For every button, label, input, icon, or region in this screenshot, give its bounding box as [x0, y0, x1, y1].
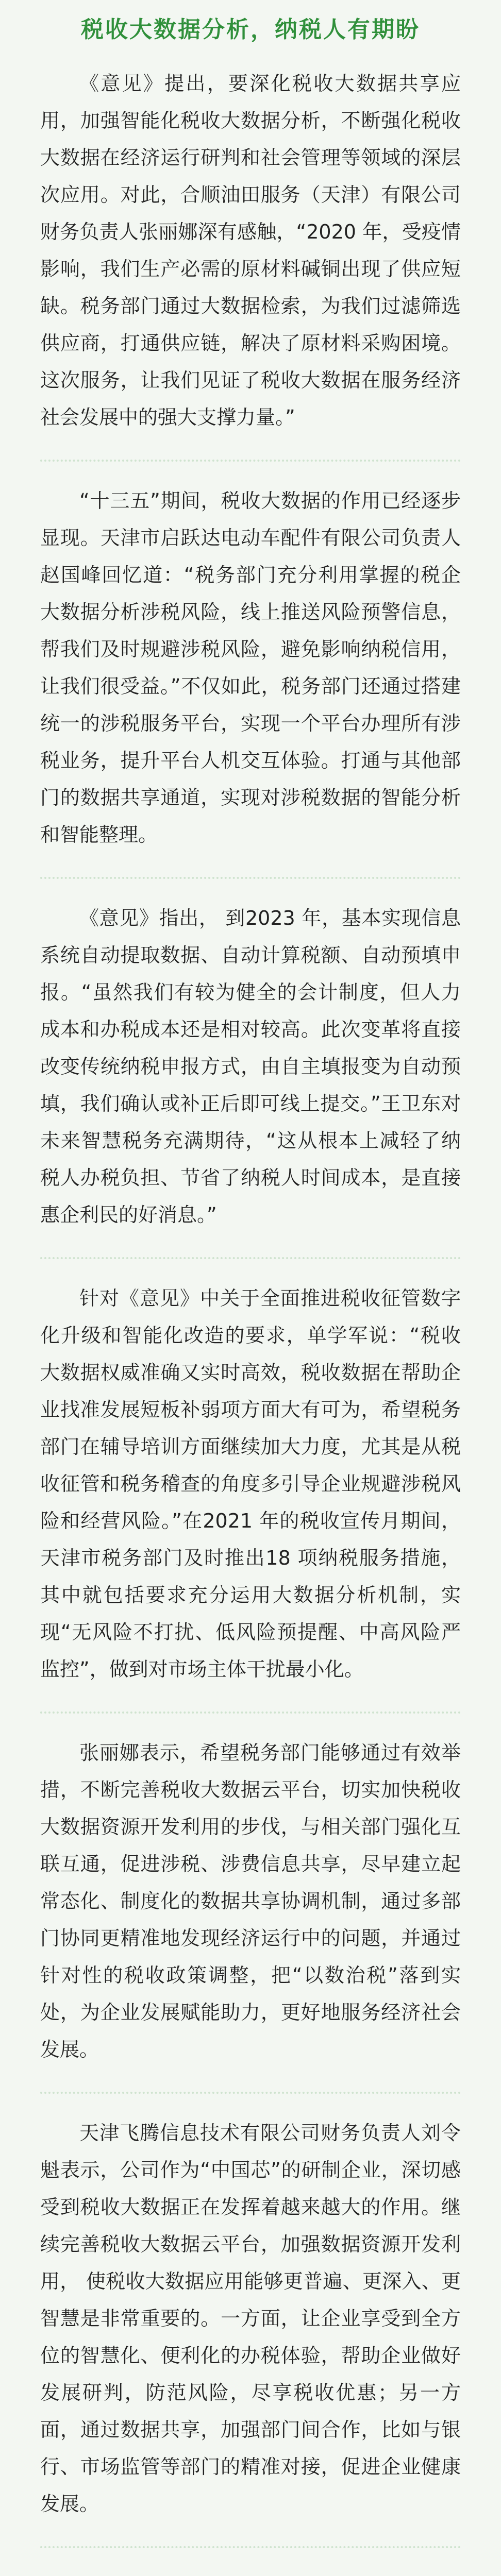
dotted-divider — [40, 2546, 461, 2548]
paragraph-section — [40, 2569, 461, 2576]
paragraph-section — [40, 1280, 461, 1714]
paragraph-section — [40, 2114, 461, 2548]
paragraph-section — [40, 1734, 461, 2094]
dotted-divider — [40, 460, 461, 462]
dotted-divider — [40, 1711, 461, 1714]
paragraph-section — [40, 65, 461, 462]
paragraph-section — [40, 900, 461, 1259]
paragraph: 张丽娜表示，希望税务部门能够通过有效举措，不断完善税收大数据云平台，切实加快税收大数据资源开发利用的步伐，与相关部门强化互联互通，促进涉税、涉费信息共享，尽早建立起常态化、制度化的数据共享协调机制，通过多部门协同更精准地发现经济运行中的问题，并通过针对性的税收政策调整，把“以数治税”落到实处，为企业发展赋能助力，更好地服务经济社会发展。 — [40, 1741, 461, 2061]
paragraph: 《意见》指出， 到2023 年，基本实现信息系统自动提取数据、自动计算税额、自动预填申报。“虽然我们有较为健全的会计制度，但人力成本和办税成本还是相对较高。此次变革将直接改变传统纳税申报方式，由自主填报变为自动预填，我们确认或补正后即可线上提交。”王卫东对未来智慧税务充满期待，“这从根本上减轻了纳税人办税负担、节省了纳税人时间成本，是直接惠企利民的好消息。” — [40, 907, 461, 1226]
paragraph: “十三五”期间，税收大数据的作用已经逐步显现。天津市启跃达电动车配件有限公司负责人赵国峰回忆道：“税务部门充分利用掌握的税企大数据分析涉税风险，线上推送风险预警信息，帮我们及时规避涉税风险，避免影响纳税信用，让我们很受益。”不仅如此，税务部门还通过搭建统一的涉税服务平台，实现一个平台办理所有涉税业务，提升平台人机交互体验。打通与其他部门的数据共享通道，实现对涉税数据的智能分析和智能整理。 — [40, 489, 461, 846]
paragraph — [40, 2569, 461, 2576]
article-body — [40, 55, 461, 2576]
paragraph: 天津飞腾信息技术有限公司财务负责人刘令魁表示，公司作为“中国芯”的研制企业，深切感受到税收大数据正在发挥着越来越大的作用。继续完善税收大数据云平台，加强数据资源开发利用， 使税收大数据应用能够更普遍、更深入、更智慧是非常重要的。一方面，让企业享受到全方位的智慧化、便利化的办税体验，帮助企业做好发展研判，防范风险，尽享税收优惠；另一方面，通过数据共享，加强部门间合作，比如与银行、市场监管等部门的精准对接，促进企业健康发展。 — [40, 2122, 461, 2515]
dotted-divider — [40, 877, 461, 879]
paragraph-section — [40, 482, 461, 879]
dotted-divider — [40, 1257, 461, 1259]
paragraph: 《意见》提出，要深化税收大数据共享应用，加强智能化税收大数据分析，不断强化税收大数据在经济运行研判和社会管理等领域的深层次应用。对此，合顺油田服务（天津）有限公司财务负责人张丽娜深有感触，“2020 年，受疫情影响，我们生产必需的原材料碱铜出现了供应短缺。税务部门通过大数据检索，为我们过滤筛选供应商，打通供应链，解决了原材料采购困境。这次服务，让我们见证了税收大数据在服务经济社会发展中的强大支撑力量。” — [40, 72, 461, 429]
article-title: 税收大数据分析，纳税人有期盼 — [81, 16, 420, 43]
paragraph: 针对《意见》中关于全面推进税收征管数字化升级和智能化改造的要求，单学军说：“税收大数据权威准确又实时高效，税收数据在帮助企业找准发展短板补弱项方面大有可为，希望税务部门在辅导培训方面继续加大力度，尤其是从税收征管和税务稽查的角度多引导企业规避涉税风险和经营风险。”在2021 年的税收宣传月期间，天津市税务部门及时推出18 项纳税服务措施，其中就包括要求充分运用大数据分析机制，实现“无风险不打扰、低风险预提醒、中高风险严监控”，做到对市场主体干扰最小化。 — [40, 1287, 461, 1681]
title-band — [40, 0, 461, 55]
dotted-divider — [40, 2092, 461, 2094]
